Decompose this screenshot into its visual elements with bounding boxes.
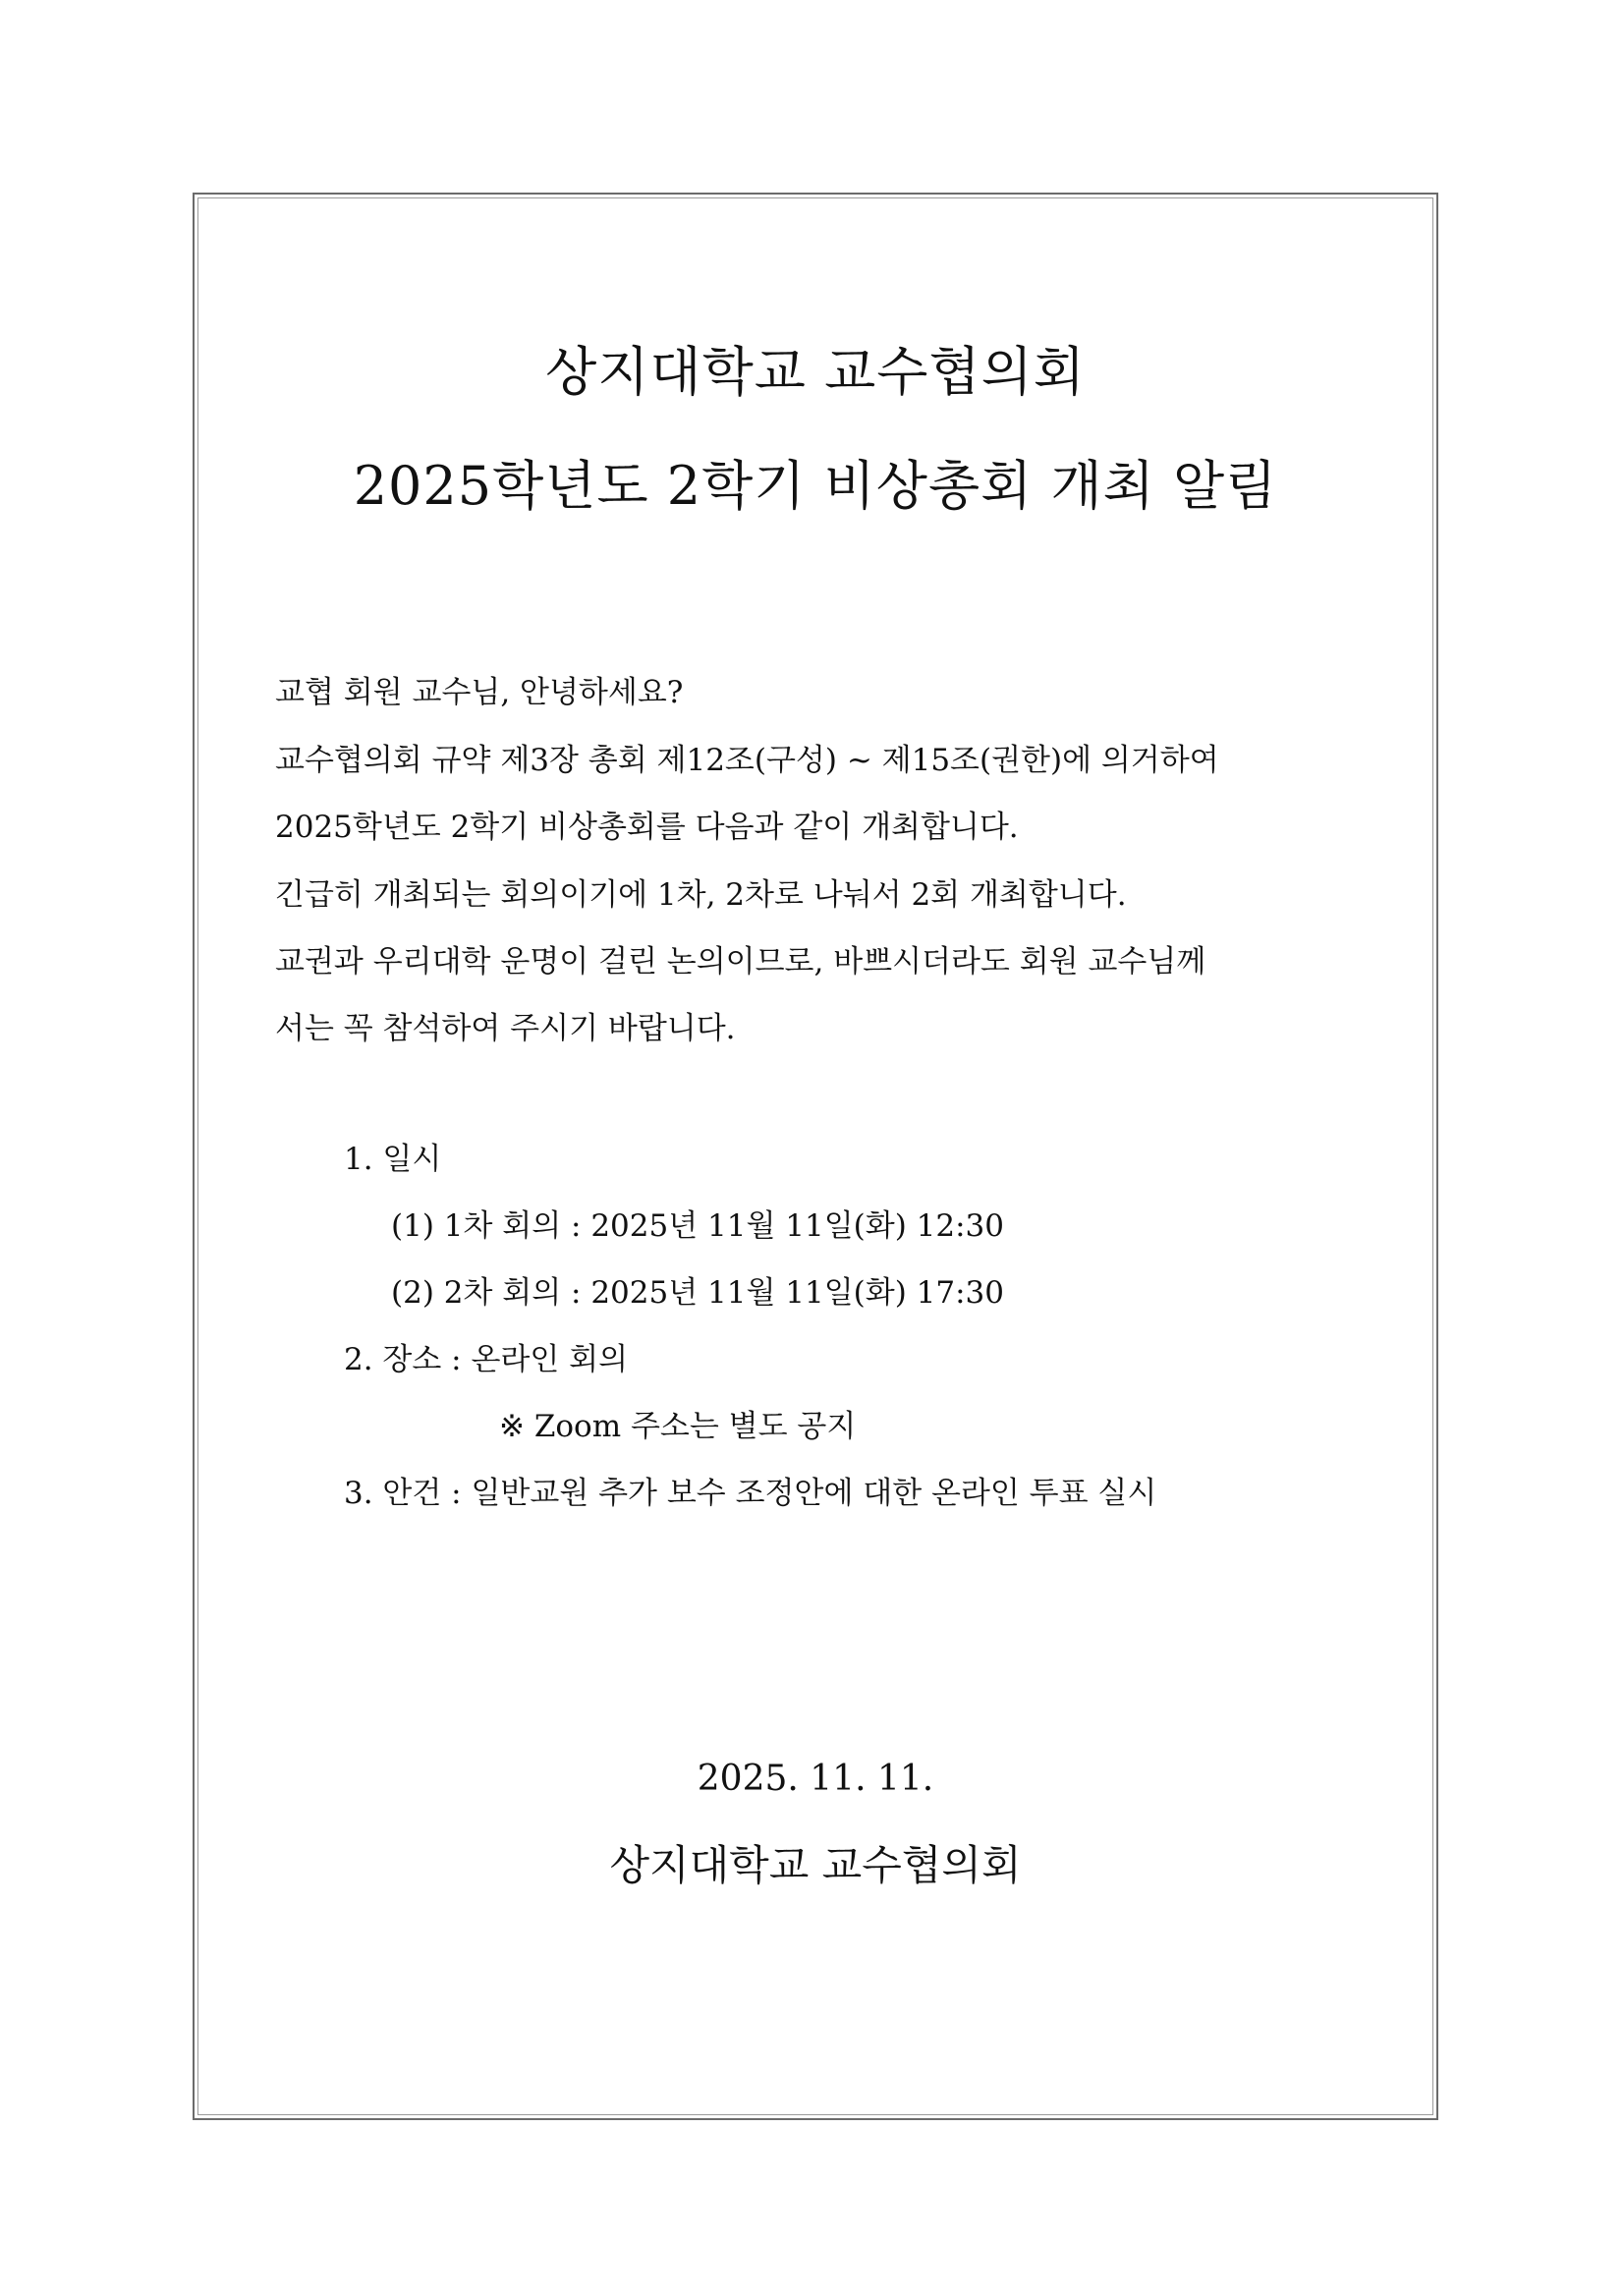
title-notice: 2025학년도 2학기 비상총회 개최 알림 — [353, 455, 1278, 517]
body-line-request: 교권과 우리대학 운명이 걸린 논의이므로, 바쁘시더라도 회원 교수님께 — [275, 944, 1206, 980]
notice-date: 2025. 11. 11. — [697, 1759, 934, 1799]
issuer-organization: 상지대학교 교수협의회 — [609, 1841, 1022, 1889]
agenda: 3. 안건 : 일반교원 추가 보수 조정안에 대한 온라인 투표 실시 — [344, 1476, 1157, 1511]
meeting-2-time: (2) 2차 회의 : 2025년 11월 11일(화) 17:30 — [391, 1275, 1004, 1311]
body-line-regulation: 교수협의회 규약 제3장 총회 제12조(구성) ~ 제15조(권한)에 의거하여 — [275, 743, 1219, 778]
schedule-label: 1. 일시 — [344, 1142, 442, 1177]
zoom-note: ※ Zoom 주소는 별도 공지 — [499, 1409, 857, 1444]
meeting-place: 2. 장소 : 온라인 회의 — [344, 1342, 629, 1377]
body-line-meeting-notice: 2025학년도 2학기 비상총회를 다음과 같이 개최합니다. — [275, 810, 1019, 845]
meeting-1-time: (1) 1차 회의 : 2025년 11월 11일(화) 12:30 — [391, 1208, 1004, 1244]
body-line-greeting: 교협 회원 교수님, 안녕하세요? — [275, 675, 684, 710]
body-line-urgent: 긴급히 개최되는 회의이기에 1차, 2차로 나눠서 2회 개최합니다. — [275, 877, 1127, 913]
title-organization: 상지대학교 교수협의회 — [545, 341, 1086, 403]
body-line-attendance: 서는 꼭 참석하여 주시기 바랍니다. — [275, 1011, 736, 1046]
